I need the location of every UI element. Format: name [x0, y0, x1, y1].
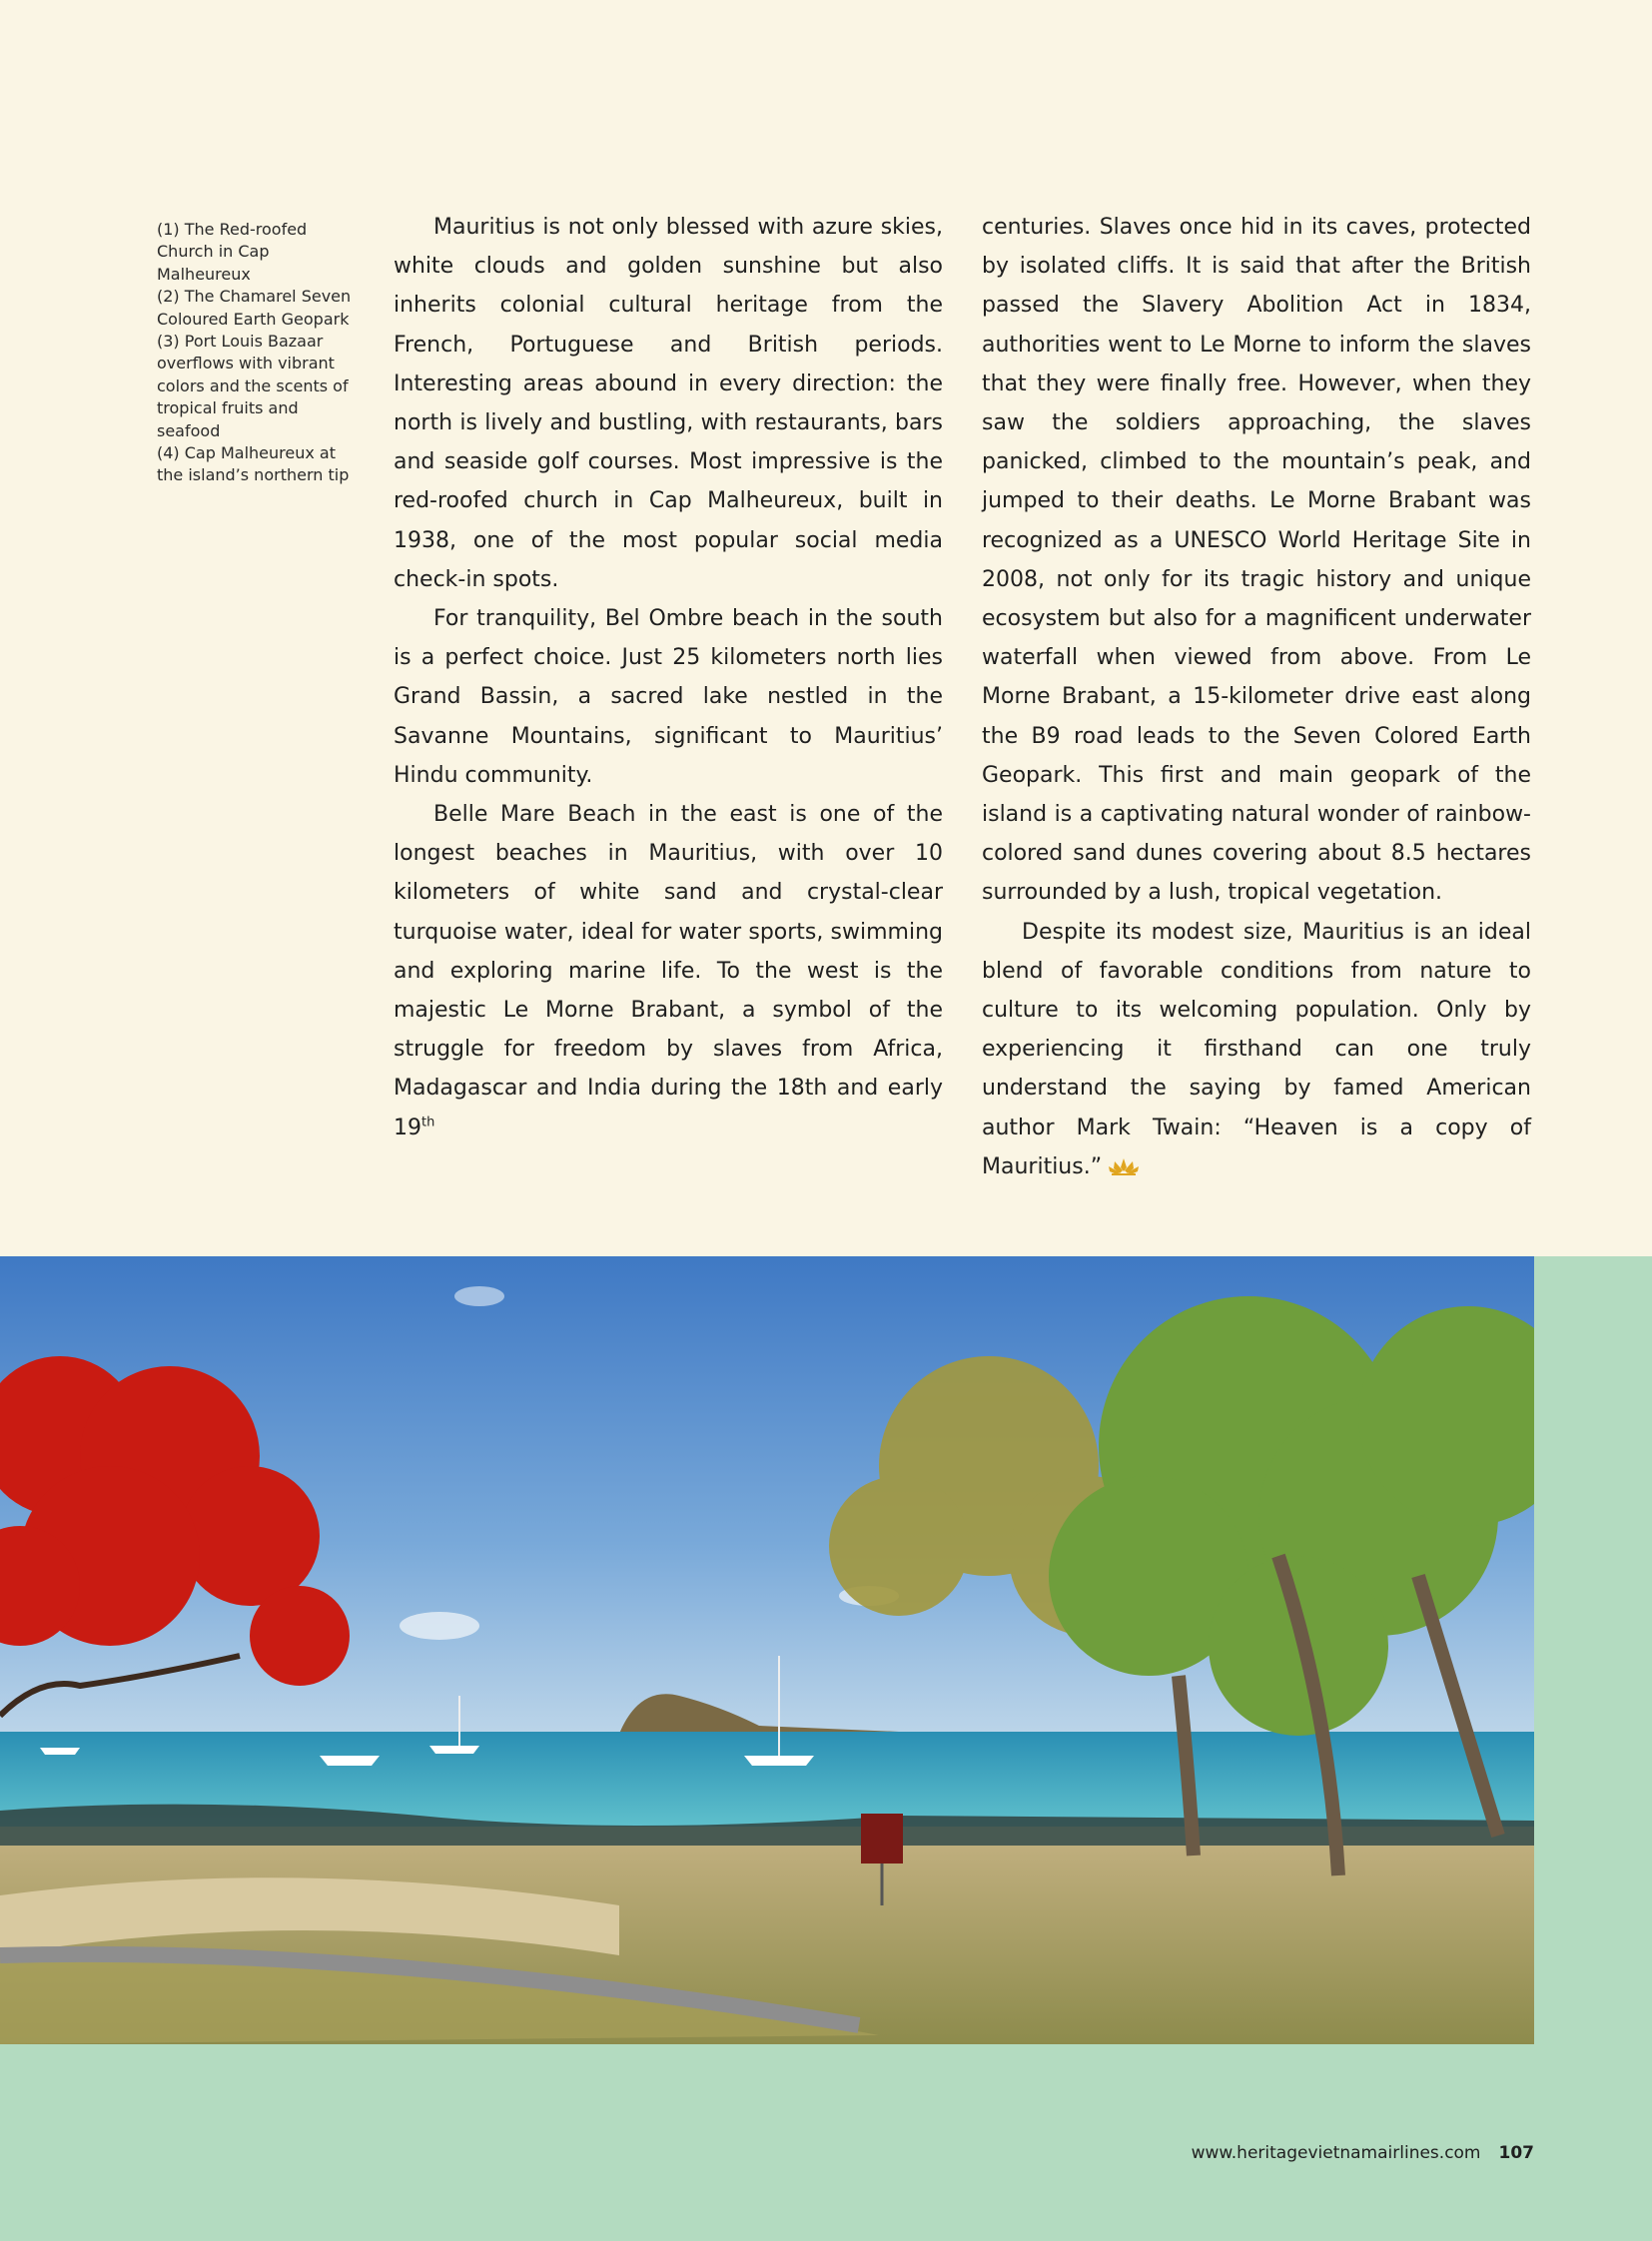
article-paragraph-1: Mauritius is not only blessed with azure skies, white clouds and golden sunshine but also inherits colonial cultural heritage from the French, Portuguese and British periods. Interesting areas abound in every direction: the north is lively and bustling, with restaurants, bars and seaside golf courses. Most impressive is the red-roofed church in Cap Malheureux, built in 1938, one of the most popular social media check-in spots.	[394, 215, 943, 592]
caption-2: (2) The Chamarel Seven Coloured Earth Geopark	[157, 287, 352, 329]
landscape-illustration	[0, 1256, 1534, 2044]
ordinal-suffix: th	[421, 1115, 435, 1130]
article-paragraph-3-start	[394, 795, 943, 1147]
caption-4: (4) Cap Malheureux at the island’s northern tip	[157, 443, 350, 485]
website-url: www.heritagevietnamairlines.com	[1191, 2143, 1481, 2163]
cap-malheureux-photo	[0, 1256, 1534, 2044]
page-footer	[1192, 2143, 1534, 2163]
page-number: 107	[1498, 2143, 1534, 2163]
article-paragraph-2: For tranquility, Bel Ombre beach in the south is a perfect choice. Just 25 kilometers north lies Grand Bassin, a sacred lake nestled in the Savanne Mountains, significant to Mauritius’ Hindu community.	[394, 606, 943, 788]
caption-3: (3) Port Louis Bazaar overflows with vibrant colors and the scents of tropical fruits and seafood	[157, 332, 349, 440]
article-paragraph-4	[982, 913, 1531, 1186]
article-column-2	[982, 208, 1531, 1186]
article-paragraph-3-continued: centuries. Slaves once hid in its caves, protected by isolated cliffs. It is said that after the British passed the Slavery Abolition Act in 1834, authorities went to Le Morne to inform the slaves that they were finally free. However, when they saw the soldiers approaching, the slaves panicked, climbed to the mountain’s peak, and jumped to their deaths. Le Morne Brabant was recognized as a UNESCO World Heritage Site in 2008, not only for its tragic history and unique ecosystem but also for a magnificent underwater waterfall when viewed from above. From Le Morne Brabant, a 15-kilometer drive east along the B9 road leads to the Seven Colored Earth Geopark. This first and main geopark of the island is a captivating natural wonder of rainbow-colored sand dunes covering about 8.5 hectares surrounded by a lush, tropical vegetation.	[982, 215, 1531, 906]
article-paragraph-4-text: Despite its modest size, Mauritius is an ideal blend of favorable conditions from nature to culture to its welcoming population. Only by experiencing it firsthand can one truly understand the saying by famed American author Mark Twain: “Heaven is a copy of Mauritius.”	[982, 919, 1531, 1179]
photo-captions	[157, 219, 357, 487]
article-paragraph-3-text: Belle Mare Beach in the east is one of the longest beaches in Mauritius, with over 10 kilometers of white sand and crystal-clear turquoise water, ideal for water sports, swimming and exploring marine life. To the west is the majestic Le Morne Brabant, a symbol of the struggle for freedom by slaves from Africa, Madagascar and India during the 18th and early 19	[394, 802, 943, 1140]
caption-1: (1) The Red-roofed Church in Cap Malheureux	[157, 220, 308, 284]
article-column-1	[394, 208, 943, 1147]
lotus-icon	[1108, 1156, 1140, 1176]
